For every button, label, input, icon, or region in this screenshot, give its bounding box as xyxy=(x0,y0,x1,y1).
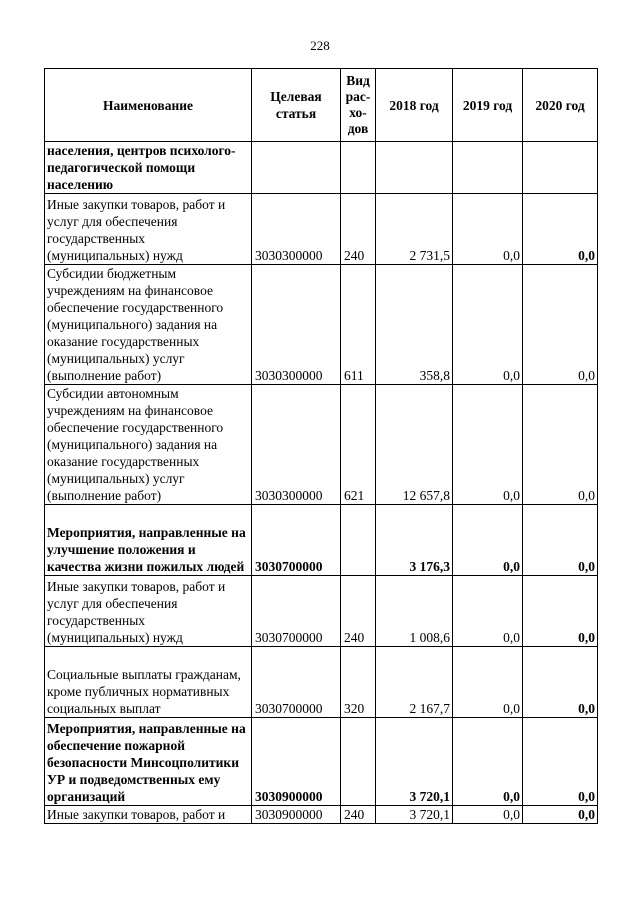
row-2019-cell: 0,0 xyxy=(453,576,523,647)
header-kind-line: дов xyxy=(347,121,369,136)
budget-table xyxy=(44,68,598,824)
row-target-cell: 3030300000 xyxy=(252,265,341,385)
row-kind-cell xyxy=(341,142,376,194)
row-target-cell: 3030300000 xyxy=(252,385,341,505)
row-name-cell: Мероприятия, направленные на обеспечение пожарной безопасности Минсоцполитики УР и подведомственных ему организаций xyxy=(45,718,252,806)
row-2018-cell: 2 731,5 xyxy=(376,194,453,265)
row-target-cell: 3030700000 xyxy=(252,576,341,647)
row-2020-cell: 0,0 xyxy=(523,576,598,647)
row-2020-cell: 0,0 xyxy=(523,505,598,576)
row-2018-cell: 3 720,1 xyxy=(376,718,453,806)
table-header-row xyxy=(45,69,598,142)
row-2019-cell: 0,0 xyxy=(453,647,523,718)
header-kind xyxy=(341,69,376,142)
row-name-cell: населения, центров психолого-педагогической помощи населению xyxy=(45,142,252,194)
row-name-cell: Иные закупки товаров, работ и xyxy=(45,806,252,824)
row-kind-cell xyxy=(341,505,376,576)
table-row xyxy=(45,505,598,576)
row-2019-cell: 0,0 xyxy=(453,806,523,824)
row-name-cell: Социальные выплаты гражданам, кроме публичных нормативных социальных выплат xyxy=(45,647,252,718)
row-name-cell: Иные закупки товаров, работ и услуг для обеспечения государственных (муниципальных) нужд xyxy=(45,194,252,265)
table-row xyxy=(45,576,598,647)
row-name-cell: Субсидии автономным учреждениям на финансовое обеспечение государственного (муниципального) задания на оказание государственных (муниципальных) услуг (выполнение работ) xyxy=(45,385,252,505)
row-2020-cell: 0,0 xyxy=(523,806,598,824)
row-target-cell: 3030700000 xyxy=(252,647,341,718)
row-2020-cell: 0,0 xyxy=(523,194,598,265)
row-target-cell: 3030300000 xyxy=(252,194,341,265)
header-kind-line: хо- xyxy=(349,105,367,120)
header-2019: 2019 год xyxy=(453,69,523,142)
table-row xyxy=(45,142,598,194)
row-target-cell: 3030900000 xyxy=(252,718,341,806)
row-name-cell: Субсидии бюджетным учреждениям на финансовое обеспечение государственного (муниципального) задания на оказание государственных (муниципальных) услуг (выполнение работ) xyxy=(45,265,252,385)
row-kind-cell xyxy=(341,718,376,806)
row-2018-cell: 1 008,6 xyxy=(376,576,453,647)
table-row xyxy=(45,647,598,718)
header-kind-line: рас- xyxy=(345,89,371,104)
row-2020-cell: 0,0 xyxy=(523,385,598,505)
row-2020-cell: 0,0 xyxy=(523,647,598,718)
row-2018-cell: 3 176,3 xyxy=(376,505,453,576)
row-target-cell: 3030900000 xyxy=(252,806,341,824)
row-kind-cell: 240 xyxy=(341,194,376,265)
row-2020-cell: 0,0 xyxy=(523,265,598,385)
header-name: Наименование xyxy=(45,69,252,142)
table-row xyxy=(45,194,598,265)
header-kind-line: Вид xyxy=(346,73,370,88)
row-2019-cell: 0,0 xyxy=(453,718,523,806)
row-2020-cell: 0,0 xyxy=(523,718,598,806)
table-row xyxy=(45,806,598,824)
table-row xyxy=(45,718,598,806)
row-name-cell: Иные закупки товаров, работ и услуг для обеспечения государственных (муниципальных) нужд xyxy=(45,576,252,647)
row-2019-cell: 0,0 xyxy=(453,194,523,265)
row-2019-cell: 0,0 xyxy=(453,385,523,505)
row-kind-cell: 320 xyxy=(341,647,376,718)
row-kind-cell: 240 xyxy=(341,806,376,824)
table-row xyxy=(45,265,598,385)
row-2018-cell: 3 720,1 xyxy=(376,806,453,824)
header-target: Целевая статья xyxy=(252,69,341,142)
row-kind-cell: 621 xyxy=(341,385,376,505)
row-2018-cell: 2 167,7 xyxy=(376,647,453,718)
row-target-cell: 3030700000 xyxy=(252,505,341,576)
header-2018: 2018 год xyxy=(376,69,453,142)
row-target-cell xyxy=(252,142,341,194)
page-number: 228 xyxy=(310,38,330,53)
header-2020: 2020 год xyxy=(523,69,598,142)
row-2019-cell: 0,0 xyxy=(453,505,523,576)
row-kind-cell: 240 xyxy=(341,576,376,647)
table-row xyxy=(45,385,598,505)
row-kind-cell: 611 xyxy=(341,265,376,385)
row-2019-cell xyxy=(453,142,523,194)
row-2018-cell: 358,8 xyxy=(376,265,453,385)
row-2018-cell xyxy=(376,142,453,194)
row-name-cell: Мероприятия, направленные на улучшение положения и качества жизни пожилых людей xyxy=(45,505,252,576)
row-2018-cell: 12 657,8 xyxy=(376,385,453,505)
row-2019-cell: 0,0 xyxy=(453,265,523,385)
row-2020-cell xyxy=(523,142,598,194)
